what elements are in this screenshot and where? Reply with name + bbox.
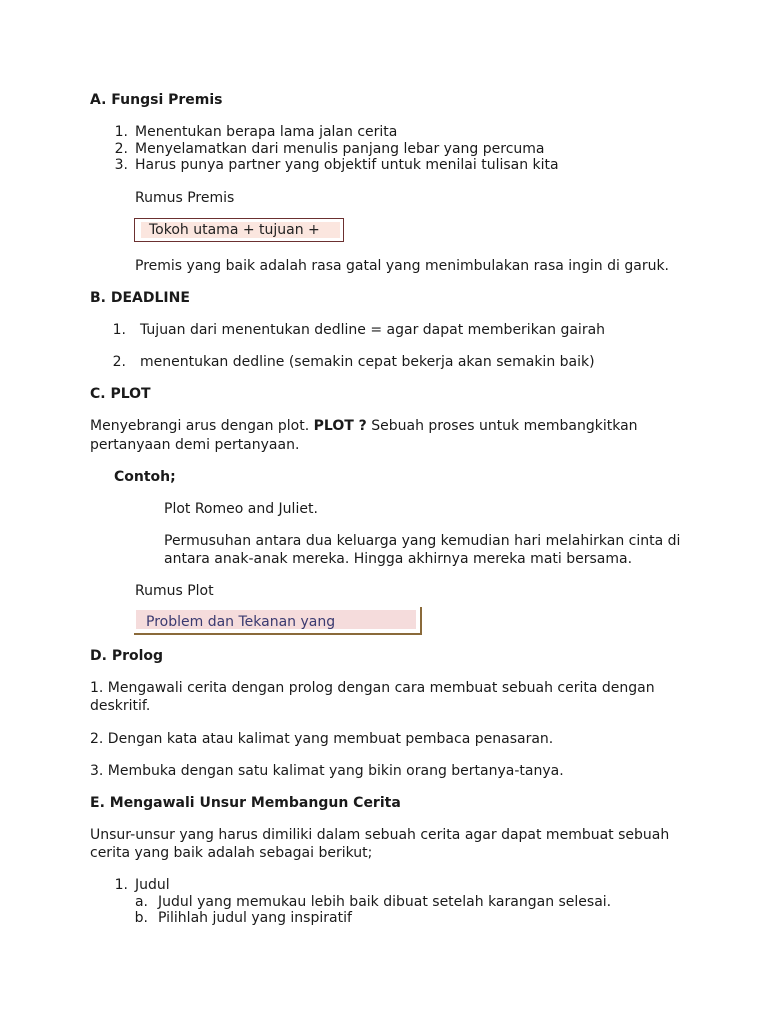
list-item-number: 1. [112, 322, 126, 338]
plot-para-pre: Menyebrangi arus dengan plot. [90, 418, 314, 434]
sub-item-letter: a. [134, 894, 148, 910]
example-title: Plot Romeo and Juliet. [164, 501, 318, 517]
list-item-text: Judul [135, 877, 170, 893]
rumus-plot-label: Rumus Plot [135, 583, 214, 599]
contoh-label: Contoh; [114, 469, 176, 485]
plot-para-post: Sebuah proses untuk membangkitkan [366, 418, 638, 434]
prolog-point-2: 2. Dengan kata atau kalimat yang membuat pembaca penasaran. [90, 731, 554, 747]
list-item-number: 1. [114, 124, 128, 140]
plot-paragraph-line-1 [90, 418, 638, 435]
list-item-text: Harus punya partner yang objektif untuk menilai tulisan kita [135, 157, 559, 173]
rumus-premis-label: Rumus Premis [135, 190, 235, 206]
list-item-text: Menentukan berapa lama jalan cerita [135, 124, 398, 140]
list-item-number: 2. [112, 354, 126, 370]
rumus-plot-text: Problem dan Tekanan yang [146, 614, 336, 630]
sub-item-text: Judul yang memukau lebih baik dibuat setelah karangan selesai. [158, 894, 612, 910]
unsur-paragraph-line-1: Unsur-unsur yang harus dimiliki dalam sebuah cerita agar dapat membuat sebuah [90, 827, 670, 843]
plot-question: PLOT ? [313, 418, 367, 434]
prolog-point-1-line-2: deskritif. [90, 698, 151, 714]
example-line-2: antara anak-anak mereka. Hingga akhirnya mereka mati bersama. [164, 551, 633, 567]
unsur-paragraph-line-2: cerita yang baik adalah sebagai berikut; [90, 845, 373, 861]
list-item-text: menentukan dedline (semakin cepat bekerja akan semakin baik) [140, 354, 595, 370]
rumus-premis-text: Tokoh utama + tujuan + [149, 222, 320, 238]
list-item-text: Menyelamatkan dari menulis panjang lebar yang percuma [135, 141, 545, 157]
prolog-point-1-line-1: 1. Mengawali cerita dengan prolog dengan cara membuat sebuah cerita dengan [90, 680, 655, 696]
sub-item-text: Pilihlah judul yang inspiratif [158, 910, 352, 926]
section-a-heading: A. Fungsi Premis [90, 92, 223, 108]
section-c-heading: C. PLOT [90, 386, 151, 402]
list-item-number: 2. [114, 141, 128, 157]
list-item-text: Tujuan dari menentukan dedline = agar dapat memberikan gairah [140, 322, 606, 338]
rumus-plot-box [134, 607, 422, 635]
rumus-premis-box [134, 218, 344, 242]
plot-paragraph-line-2: pertanyaan demi pertanyaan. [90, 437, 300, 453]
section-e-heading: E. Mengawali Unsur Membangun Cerita [90, 795, 401, 811]
premis-closing-text: Premis yang baik adalah rasa gatal yang menimbulakan rasa ingin di garuk. [135, 258, 670, 274]
sub-item-letter: b. [134, 910, 148, 926]
example-line-1: Permusuhan antara dua keluarga yang kemudian hari melahirkan cinta di [164, 533, 681, 549]
list-item-number: 3. [114, 157, 128, 173]
prolog-point-3: 3. Membuka dengan satu kalimat yang bikin orang bertanya-tanya. [90, 763, 564, 779]
section-b-heading: B. DEADLINE [90, 290, 190, 306]
section-d-heading: D. Prolog [90, 648, 164, 664]
list-item-number: 1. [114, 877, 128, 893]
